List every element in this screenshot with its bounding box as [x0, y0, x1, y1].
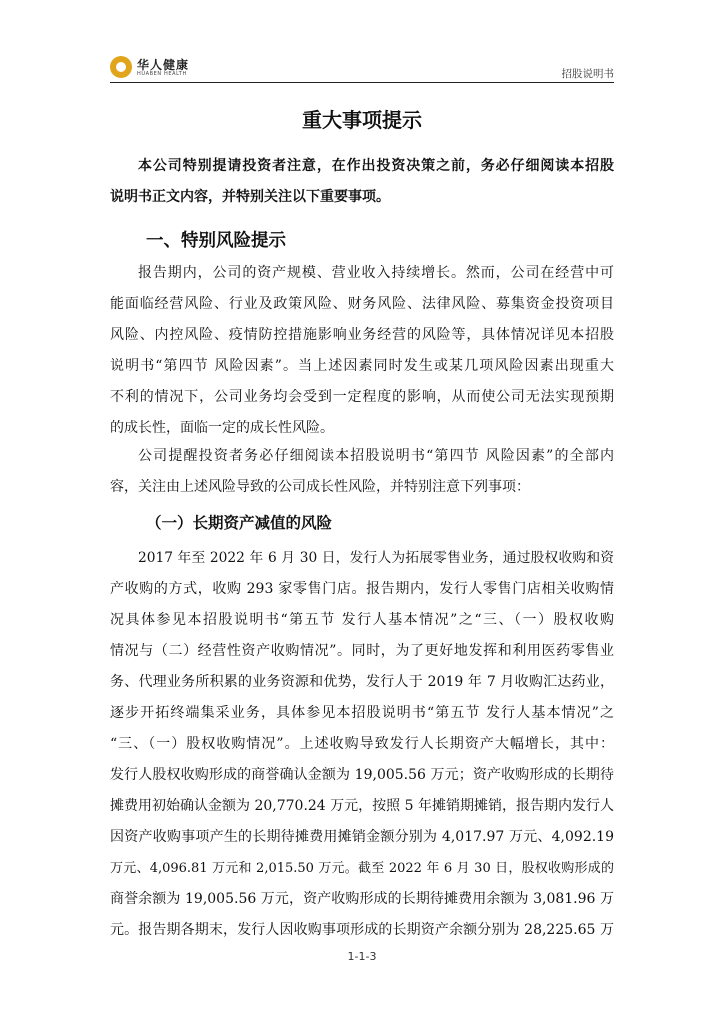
paragraph-line: 不利的情况下，公司业务均会受到一定程度的影响，从而使公司无法实现预期	[110, 389, 614, 405]
paragraph-line: 务、代理业务所积累的业务资源和优势，发行人于 2019 年 7 月收购汇达药业，	[110, 674, 614, 690]
subsection-heading-impairment: （一）长期资产减值的风险	[146, 514, 333, 532]
risk-paragraph-2	[110, 441, 614, 503]
section-heading-risk: 一、特别风险提示	[146, 231, 286, 251]
paragraph-line: 的成长性，面临一定的成长性风险。	[110, 420, 334, 436]
paragraph-line: 摊费用初始确认金额为 20,770.24 万元，按照 5 年摊销期摊销，报告期内发行人	[110, 798, 614, 814]
paragraph-line: 报告期内，公司的资产规模、营业收入持续增长。然而，公司在经营中可	[138, 265, 614, 281]
paragraph-line: 商誉余额为 19,005.56 万元，资产收购形成的长期待摊费用余额为 3,081.96 万	[110, 891, 614, 907]
intro-paragraph	[110, 151, 614, 213]
paragraph-line: 2017 年至 2022 年 6 月 30 日，发行人为拓展零售业务，通过股权收购和资	[138, 550, 614, 566]
paragraph-line: 因资产收购事项产生的长期待摊费用摊销金额分别为 4,017.97 万元、4,092.19	[110, 829, 614, 845]
intro-line: 说明书正文内容，并特别关注以下重要事项。	[110, 189, 390, 205]
paragraph-line: 能面临经营风险、行业及政策风险、财务风险、法律风险、募集资金投资项目	[110, 296, 614, 312]
paragraph-line: 发行人股权收购形成的商誉确认金额为 19,005.56 万元；资产收购形成的长期待	[110, 767, 614, 783]
page-header	[110, 52, 614, 82]
paragraph-line: 容，关注由上述风险导致的公司成长性风险，并特别注意下列事项：	[110, 479, 530, 495]
impairment-paragraph	[110, 543, 614, 946]
header-divider	[110, 82, 614, 83]
logo-english-name: HUABEN HEALTH	[137, 71, 187, 77]
intro-line: 本公司特别提请投资者注意，在作出投资决策之前，务必仔细阅读本招股	[138, 158, 614, 174]
document-type-label: 招股说明书	[561, 68, 614, 80]
paragraph-line: 公司提醒投资者务必仔细阅读本招股说明书“第四节 风险因素”的全部内	[138, 448, 614, 464]
paragraph-line: 元。报告期各期末，发行人因收购事项形成的长期资产余额分别为 28,225.65 万	[110, 922, 614, 938]
paragraph-line: 产收购的方式，收购 293 家零售门店。报告期内，发行人零售门店相关收购情	[110, 581, 614, 597]
paragraph-line: 情况与（二）经营性资产收购情况”。同时，为了更好地发挥和利用医药零售业	[110, 643, 614, 659]
paragraph-line: 况具体参见本招股说明书“第五节 发行人基本情况”之“三、（一）股权收购	[110, 612, 614, 628]
page-number: 1-1-3	[347, 950, 377, 963]
paragraph-line: 万元、4,096.81 万元和 2,015.50 万元。截至 2022 年 6 月 30 日，股权收购形成的	[110, 861, 614, 876]
risk-paragraph-1	[110, 258, 614, 444]
paragraph-line: “三、（一）股权收购情况”。上述收购导致发行人长期资产大幅增长，其中：	[110, 736, 614, 752]
logo-chinese-name: 华人健康	[137, 58, 190, 72]
paragraph-line: 逐步开拓终端集采业务，具体参见本招股说明书“第五节 发行人基本情况”之	[110, 705, 614, 721]
paragraph-line: 说明书“第四节 风险因素”。当上述因素同时发生或某几项风险因素出现重大	[110, 358, 614, 374]
logo-circle-icon	[110, 56, 132, 78]
paragraph-line: 风险、内控风险、疫情防控措施影响业务经营的风险等，具体情况详见本招股	[110, 327, 614, 343]
page-title: 重大事项提示	[302, 108, 422, 132]
